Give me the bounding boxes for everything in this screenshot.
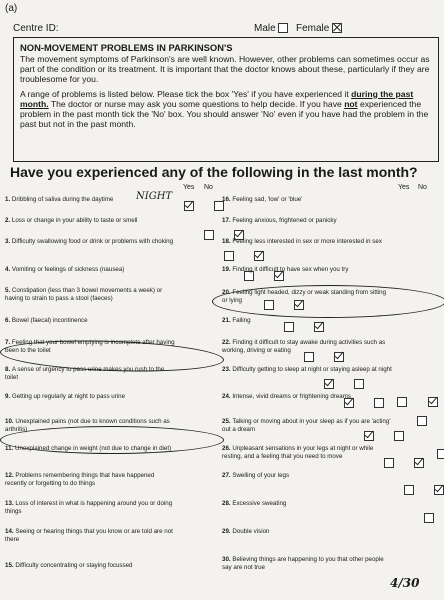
yes-checkbox-1[interactable] bbox=[184, 201, 194, 211]
no-checkbox-11[interactable] bbox=[414, 458, 424, 468]
question-item-26 bbox=[222, 445, 392, 461]
question-item-23 bbox=[222, 366, 392, 374]
question-item-17 bbox=[222, 217, 392, 225]
question-number: 20. bbox=[222, 289, 233, 296]
circle-annotation-item-20 bbox=[212, 285, 444, 318]
no-header-right: No bbox=[418, 184, 427, 191]
yes-checkbox-2[interactable] bbox=[204, 230, 214, 240]
question-number: 23. bbox=[222, 366, 233, 373]
question-item-24 bbox=[222, 393, 392, 401]
no-checkbox-8[interactable] bbox=[354, 379, 364, 389]
question-item-16 bbox=[222, 196, 392, 204]
question-item-28 bbox=[222, 500, 392, 508]
question-text: Feeling light headed, dizzy or weak standing from sitting or lying bbox=[222, 289, 387, 304]
circle-annotation-item-10 bbox=[0, 426, 224, 454]
male-option bbox=[254, 23, 288, 34]
yes-checkbox-24[interactable] bbox=[417, 416, 427, 426]
question-number: 15. bbox=[5, 562, 16, 569]
question-text: Falling bbox=[232, 317, 251, 324]
no-checkbox-12[interactable] bbox=[434, 485, 444, 495]
question-text: Feeling sad, 'low' or 'blue' bbox=[232, 196, 303, 203]
panel-label: (a) bbox=[5, 3, 18, 14]
question-item-27 bbox=[222, 472, 392, 480]
question-item-9 bbox=[5, 393, 175, 401]
intro-text-a: A range of problems is listed below. Please tick the box 'Yes' if you have experienced it bbox=[20, 88, 352, 99]
question-number: 28. bbox=[222, 500, 233, 507]
question-number: 24. bbox=[222, 393, 233, 400]
female-label: Female bbox=[296, 23, 330, 34]
no-checkbox-10[interactable] bbox=[394, 431, 404, 441]
question-number: 19. bbox=[222, 266, 233, 273]
question-item-14 bbox=[5, 528, 175, 544]
question-item-6 bbox=[5, 317, 175, 325]
question-item-25 bbox=[222, 418, 392, 434]
question-number: 11. bbox=[5, 445, 15, 452]
question-text: Bowel (faecal) incontinence bbox=[11, 317, 88, 324]
yes-checkbox-12[interactable] bbox=[404, 485, 414, 495]
yes-checkbox-3[interactable] bbox=[224, 251, 234, 261]
question-text: Feeling that your bowel emptying is incomplete after having been to the toilet bbox=[5, 339, 175, 354]
question-item-2 bbox=[5, 217, 175, 225]
question-number: 5. bbox=[5, 287, 12, 294]
question-item-3 bbox=[5, 238, 175, 246]
intro-emphasis-not: not bbox=[344, 98, 358, 109]
question-text: Excessive sweating bbox=[232, 500, 287, 507]
question-number: 27. bbox=[222, 472, 233, 479]
question-heading: Have you experienced any of the following in the last month? bbox=[10, 164, 418, 180]
question-number: 29. bbox=[222, 528, 233, 535]
question-number: 21. bbox=[222, 317, 233, 324]
yes-checkbox-23[interactable] bbox=[397, 397, 407, 407]
question-text: Seeing or hearing things that you know or are told are not there bbox=[5, 528, 173, 543]
question-text: Intense, vivid dreams or frightening dreams bbox=[232, 393, 351, 400]
question-item-21 bbox=[222, 317, 392, 325]
question-item-5 bbox=[5, 287, 175, 303]
yes-checkbox-8[interactable] bbox=[324, 379, 334, 389]
question-number: 14. bbox=[5, 528, 16, 535]
question-number: 18. bbox=[222, 238, 233, 245]
question-text: Finding it difficult to stay awake during activities such as working, driving or eating bbox=[222, 339, 386, 354]
question-item-19 bbox=[222, 266, 392, 274]
question-text: A sense of urgency to pass urine makes you rush to the toilet bbox=[5, 366, 165, 381]
question-item-12 bbox=[5, 472, 175, 488]
question-item-13 bbox=[5, 500, 175, 516]
question-item-4 bbox=[5, 266, 175, 274]
no-checkbox-23[interactable] bbox=[428, 397, 438, 407]
question-text: Loss or change in your ability to taste or smell bbox=[11, 217, 138, 224]
question-text: Talking or moving about in your sleep as if you are 'acting' out a dream bbox=[222, 418, 391, 433]
intro-text-b: The doctor or nurse may ask you some questions to help decide. If you have bbox=[48, 98, 345, 109]
question-text: Dribbling of saliva during the daytime bbox=[11, 196, 114, 203]
question-number: 7. bbox=[5, 339, 12, 346]
handwritten-night: NIGHT bbox=[136, 191, 173, 202]
no-header-left: No bbox=[204, 184, 213, 191]
question-text: Unexplained change in weight (not due to change in diet) bbox=[14, 445, 172, 452]
question-text: Vomiting or feelings of sickness (nausea) bbox=[11, 266, 125, 273]
question-number: 8. bbox=[5, 366, 12, 373]
female-checkbox[interactable] bbox=[332, 23, 342, 33]
intro-box bbox=[13, 37, 439, 162]
yes-header-left: Yes bbox=[183, 184, 195, 191]
question-number: 2. bbox=[5, 217, 12, 224]
question-text: Unexplained pains (not due to known conditions such as arthritis) bbox=[5, 418, 170, 433]
yes-header-right: Yes bbox=[398, 184, 410, 191]
question-text: Getting up regularly at night to pass urine bbox=[11, 393, 126, 400]
male-label: Male bbox=[254, 23, 276, 34]
question-text: Difficulty getting to sleep at night or staying asleep at night bbox=[232, 366, 392, 373]
question-text: Feeling anxious, frightened or panicky bbox=[232, 217, 337, 224]
female-option bbox=[296, 23, 342, 34]
question-item-15 bbox=[5, 562, 175, 570]
centre-id-label: Centre ID: bbox=[13, 23, 59, 34]
question-text: Double vision bbox=[232, 528, 270, 535]
question-number: 13. bbox=[5, 500, 16, 507]
question-item-29 bbox=[222, 528, 392, 536]
question-number: 3. bbox=[5, 238, 12, 245]
question-number: 25. bbox=[222, 418, 233, 425]
yes-checkbox-25[interactable] bbox=[437, 449, 444, 459]
male-checkbox[interactable] bbox=[278, 23, 288, 33]
question-number: 30. bbox=[222, 556, 233, 563]
question-text: Finding it difficult to have sex when you try bbox=[232, 266, 349, 273]
question-number: 1. bbox=[5, 196, 12, 203]
question-number: 9. bbox=[5, 393, 12, 400]
question-item-30 bbox=[222, 556, 392, 572]
question-text: Believing things are happening to you that other people say are not true bbox=[222, 556, 384, 571]
intro-paragraph-1: The movement symptoms of Parkinson's are well known. However, other problems can sometimes occur as part of the condition or its treatment. It is important that the doctor knows about these, particularly if they are troublesome for you. bbox=[20, 54, 430, 85]
yes-checkbox-13[interactable] bbox=[424, 513, 434, 523]
question-number: 22. bbox=[222, 339, 233, 346]
question-number: 10. bbox=[5, 418, 16, 425]
intro-paragraph-2 bbox=[20, 89, 432, 130]
intro-text-c: experienced the problem in the past month tick the 'No' box. You should answer 'No' even if you have had the problem in the past but not in the past month. bbox=[20, 98, 429, 129]
question-text: Difficulty swallowing food or drink or problems with choking bbox=[11, 238, 174, 245]
question-text: Unpleasant sensations in your legs at night or while resting, and a feeling that you need to move bbox=[222, 445, 374, 460]
question-item-22 bbox=[222, 339, 392, 355]
intro-emphasis-month: during the past month. bbox=[20, 88, 414, 109]
question-number: 17. bbox=[222, 217, 233, 224]
question-number: 4. bbox=[5, 266, 12, 273]
question-number: 12. bbox=[5, 472, 16, 479]
question-text: Difficulty concentrating or staying focussed bbox=[15, 562, 133, 569]
question-text: Problems remembering things that have happened recently or forgetting to do things bbox=[5, 472, 155, 487]
question-number: 16. bbox=[222, 196, 233, 203]
handwritten-score: 4/30 bbox=[390, 576, 420, 590]
question-text: Feeling less interested in sex or more interested in sex bbox=[232, 238, 382, 245]
question-number: 6. bbox=[5, 317, 12, 324]
question-number: 26. bbox=[222, 445, 233, 452]
question-text: Constipation (less than 3 bowel movements a week) or having to strain to pass a stool (faeces) bbox=[5, 287, 163, 302]
question-text: Loss of interest in what is happening around you or doing things bbox=[5, 500, 173, 515]
no-checkbox-3[interactable] bbox=[254, 251, 264, 261]
question-text: Swelling of your legs bbox=[232, 472, 290, 479]
intro-title: NON-MOVEMENT PROBLEMS IN PARKINSON'S bbox=[20, 42, 233, 53]
question-item-18 bbox=[222, 238, 392, 246]
